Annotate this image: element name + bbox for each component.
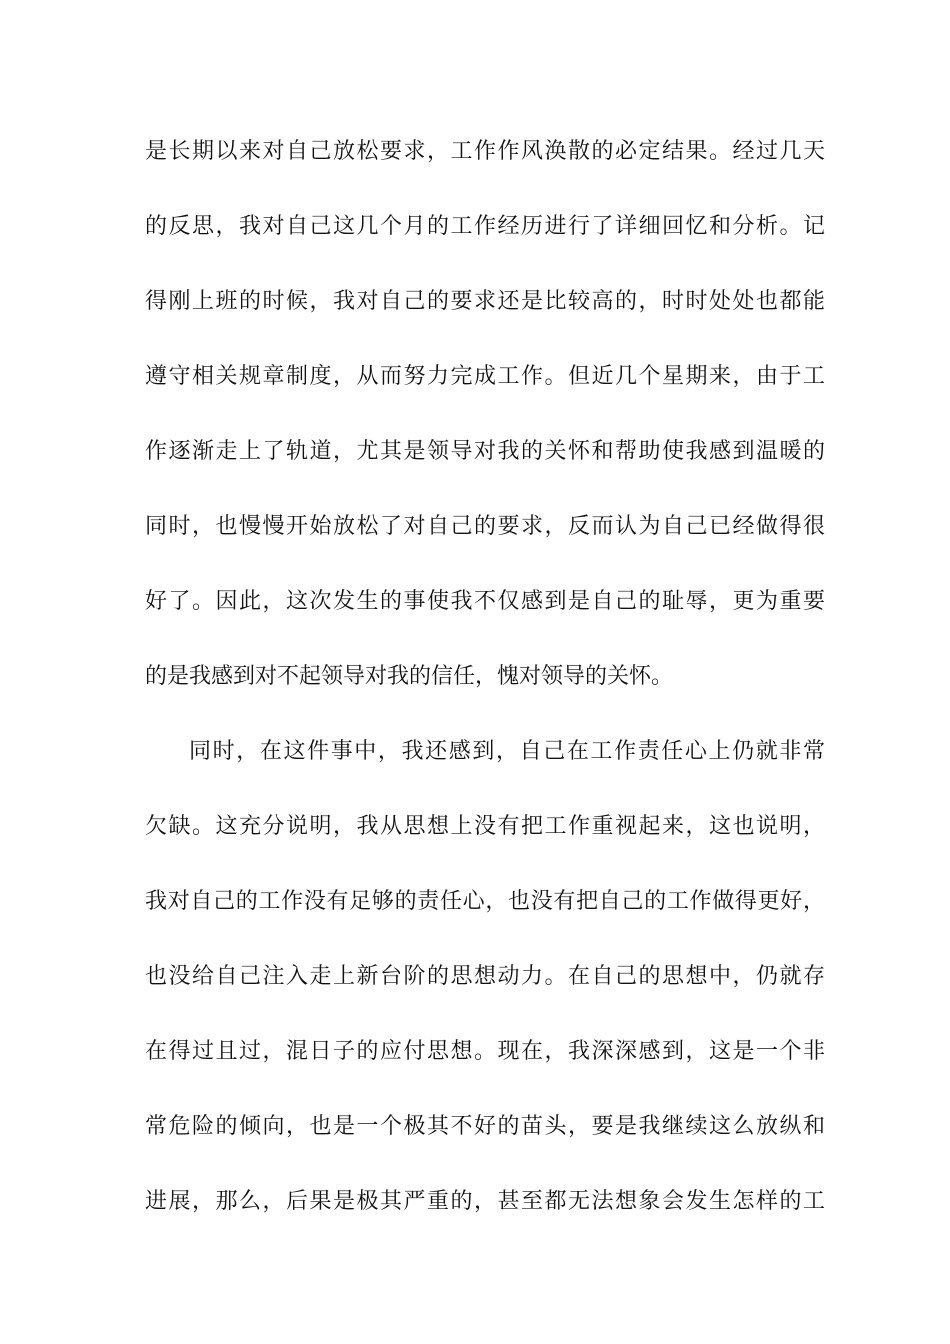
text-line: 欠缺。这充分说明，我从思想上没有把工作重视起来，这也说明，	[145, 814, 825, 839]
text-line: 我对自己的工作没有足够的责任心，也没有把自己的工作做得更好，	[145, 889, 825, 914]
text-line: 好了。因此，这次发生的事使我不仅感到是自己的耻辱，更为重要	[145, 589, 825, 614]
text-line: 是长期以来对自己放松要求，工作作风涣散的必定结果。经过几天	[145, 139, 825, 164]
text-line: 的反思，我对自己这几个月的工作经历进行了详细回忆和分析。记	[145, 214, 825, 239]
text-line: 进展，那么，后果是极其严重的，甚至都无法想象会发生怎样的工	[145, 1189, 825, 1214]
paragraph-end-line: 的是我感到对不起领导对我的信任，愧对领导的关怀。	[145, 664, 674, 689]
body-text	[145, 114, 825, 1239]
paragraph-start-line: 同时，在这件事中，我还感到，自己在工作责任心上仍就非常	[189, 739, 825, 764]
text-line: 也没给自己注入走上新台阶的思想动力。在自己的思想中，仍就存	[145, 964, 825, 989]
text-line: 得刚上班的时候，我对自己的要求还是比较高的，时时处处也都能	[145, 289, 825, 314]
text-line: 同时，也慢慢开始放松了对自己的要求，反而认为自己已经做得很	[145, 514, 825, 539]
text-line: 作逐渐走上了轨道，尤其是领导对我的关怀和帮助使我感到温暖的	[145, 439, 825, 464]
text-line: 遵守相关规章制度，从而努力完成工作。但近几个星期来，由于工	[145, 364, 825, 389]
text-line: 常危险的倾向，也是一个极其不好的苗头，要是我继续这么放纵和	[145, 1114, 825, 1139]
text-line: 在得过且过，混日子的应付思想。现在，我深深感到，这是一个非	[145, 1039, 825, 1064]
